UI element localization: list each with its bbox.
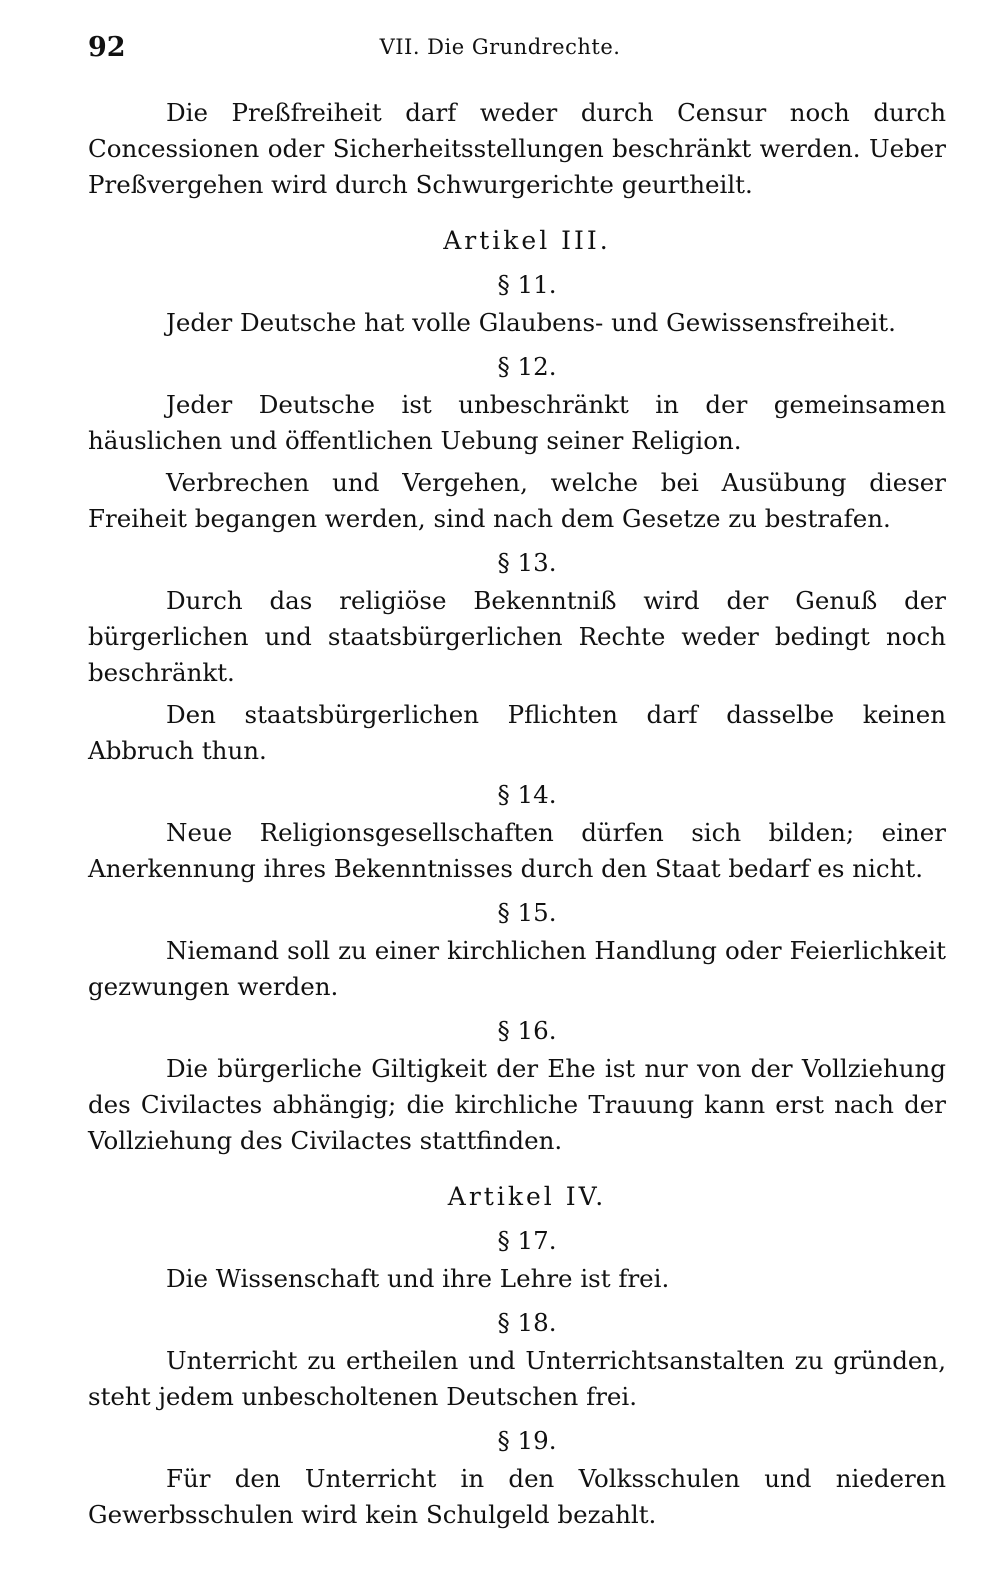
section-heading: § 14. bbox=[497, 780, 557, 809]
paragraph: Den staatsbürgerlichen Pflichten darf dasselbe keinen Abbruch thun. bbox=[88, 700, 946, 765]
article-heading: Artikel III. bbox=[443, 226, 611, 255]
section-heading: § 11. bbox=[497, 270, 557, 299]
spacer bbox=[88, 1005, 946, 1013]
page-number: 92 bbox=[88, 32, 126, 63]
paragraph: Unterricht zu ertheilen und Unterrichtsanstalten zu gründen, steht jedem unbescholtenen Deutschen frei. bbox=[88, 1346, 946, 1411]
paragraph: Die Wissenschaft und ihre Lehre ist frei. bbox=[166, 1264, 670, 1293]
paragraph: Jeder Deutsche hat volle Glaubens- und Gewissensfreiheit. bbox=[166, 308, 896, 337]
document-body bbox=[88, 95, 946, 1533]
paragraph: Neue Religionsgesellschaften dürfen sich bilden; einer Anerkennung ihres Bekenntnisses durch den Staat bedarf es nicht. bbox=[88, 818, 946, 883]
spacer bbox=[88, 1159, 946, 1179]
paragraph: Für den Unterricht in den Volksschulen und niederen Gewerbsschulen wird kein Schulgeld bezahlt. bbox=[88, 1464, 946, 1529]
spacer bbox=[88, 259, 946, 267]
paragraph: Jeder Deutsche ist unbeschränkt in der gemeinsamen häuslichen und öffentlichen Uebung seiner Religion. bbox=[88, 390, 946, 455]
paragraph: Durch das religiöse Bekenntniß wird der Genuß der bürgerlichen und staatsbürgerlichen Rechte weder bedingt noch beschränkt. bbox=[88, 586, 946, 687]
section-heading: § 19. bbox=[497, 1426, 557, 1455]
section-heading: § 15. bbox=[497, 898, 557, 927]
running-head bbox=[0, 32, 1000, 72]
spacer bbox=[88, 887, 946, 895]
section-heading: § 13. bbox=[497, 548, 557, 577]
spacer bbox=[88, 341, 946, 349]
spacer bbox=[88, 203, 946, 223]
running-title: VII. Die Grundrechte. bbox=[379, 35, 621, 59]
spacer bbox=[88, 537, 946, 545]
section-heading: § 17. bbox=[497, 1226, 557, 1255]
article-heading: Artikel IV. bbox=[447, 1182, 607, 1211]
spacer bbox=[88, 769, 946, 777]
section-heading: § 16. bbox=[497, 1016, 557, 1045]
spacer bbox=[88, 1415, 946, 1423]
paragraph: Niemand soll zu einer kirchlichen Handlung oder Feierlichkeit gezwungen werden. bbox=[88, 936, 946, 1001]
paragraph: Die Preßfreiheit darf weder durch Censur noch durch Concessionen oder Sicherheitsstellungen beschränkt werden. Ueber Preßvergehen wird durch Schwurgerichte geurtheilt. bbox=[88, 98, 946, 199]
section-heading: § 12. bbox=[497, 352, 557, 381]
paragraph: Verbrechen und Vergehen, welche bei Ausübung dieser Freiheit begangen werden, sind nach dem Gesetze zu bestrafen. bbox=[88, 468, 946, 533]
paragraph: Die bürgerliche Giltigkeit der Ehe ist nur von der Vollziehung des Civilactes abhängig; die kirchliche Trauung kann erst nach der Vollziehung des Civilactes stattfinden. bbox=[88, 1054, 946, 1155]
spacer bbox=[88, 1297, 946, 1305]
section-heading: § 18. bbox=[497, 1308, 557, 1337]
spacer bbox=[88, 1215, 946, 1223]
